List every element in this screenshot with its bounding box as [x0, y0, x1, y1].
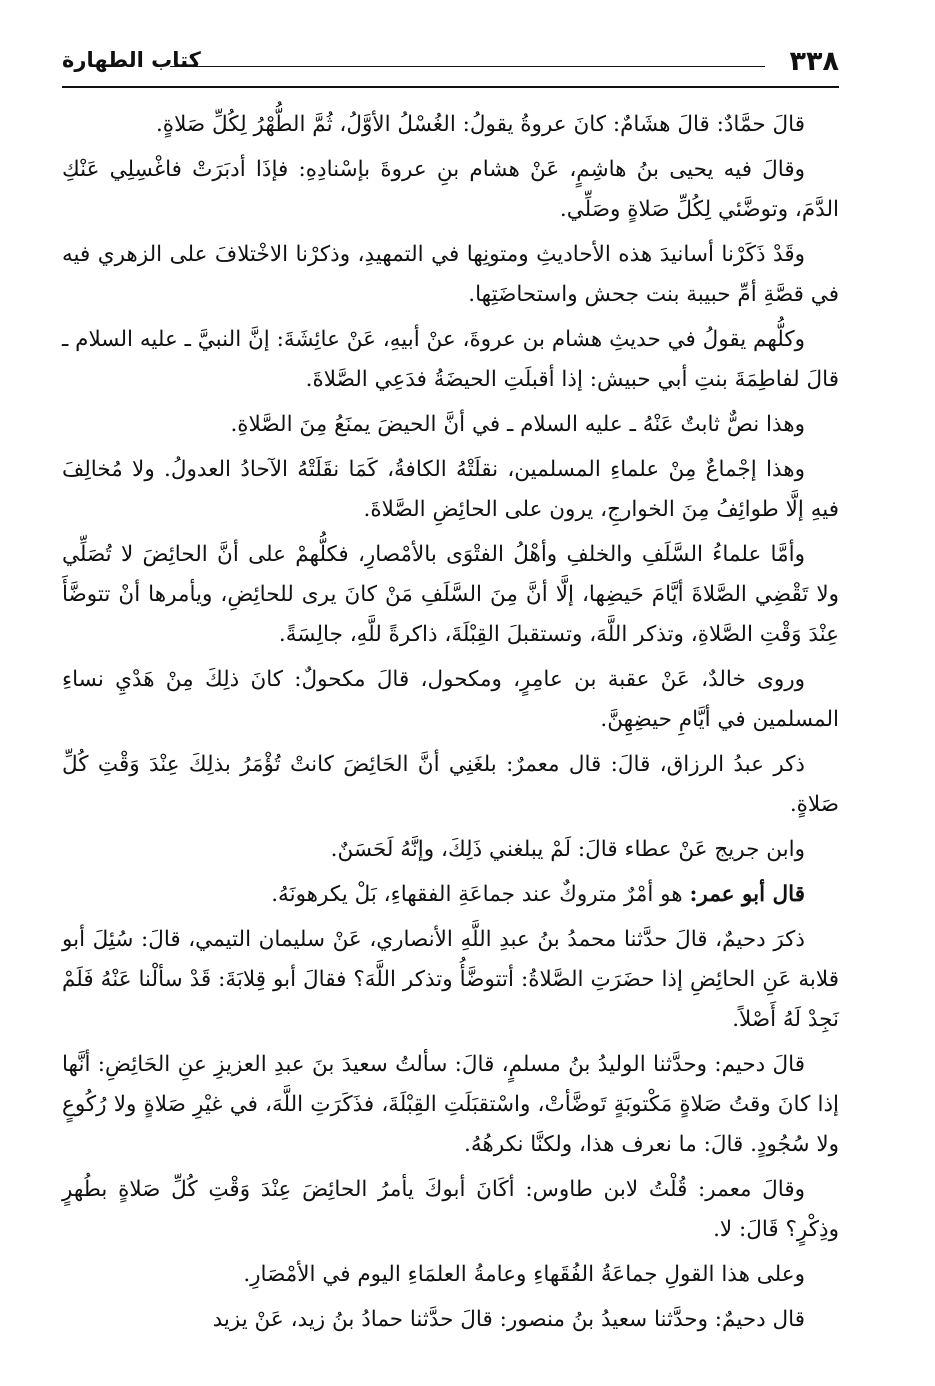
- paragraph-text: وأمَّا علماءُ السَّلَفِ والخلفِ وأهْلُ الفتْوَى بالأمْصارِ، فكلُّهمْ على أنَّ الحائِضَ لا تُصَلِّي ولا تَقْضِي الصَّلاةَ أيَّامَ حَيضِها، إلَّا أنَّ مِنَ السَّلَفِ مَنْ كانَ يرى للحائِضِ، ويأمرها أنْ تتوضَّأَ عِنْدَ وَقْتِ الصَّلاةِ، وتذكر اللَّهَ، وتستقبلَ القِبْلَةَ، ذاكرةً للَّهِ، جالِسَةً.: [62, 542, 839, 647]
- paragraph: [62, 450, 839, 530]
- paragraph: [62, 1170, 839, 1250]
- paragraph: [62, 150, 839, 230]
- paragraph: [62, 105, 839, 145]
- paragraph: [62, 660, 839, 740]
- paragraph: [62, 535, 839, 655]
- paragraph: [62, 1045, 839, 1165]
- page-header: [62, 40, 839, 88]
- page-number: ٣٣٨: [789, 46, 839, 77]
- document-page: [62, 40, 839, 1386]
- paragraph-text: وابن جريج عَنْ عطاء قالَ: لَمْ يبلغني ذَلِكَ، وإنَّهُ لَحَسَنٌ.: [330, 837, 805, 862]
- header-rule: [170, 66, 765, 67]
- paragraph-text: وكلُّهم يقولُ في حديثِ هشام بن عروةَ، عنْ أبيهِ، عَنْ عائِشَةَ: إنَّ النبيَّ ـ عليه السلام ـ قالَ لفاطِمَةَ بنتِ أبي حبيش: إذا أقبلَتِ الحيضَةُ فدَعِي الصَّلاةَ.: [62, 327, 839, 392]
- paragraph: [62, 745, 839, 825]
- paragraph-text: قالَ دحيم: وحدَّثنا الوليدُ بنُ مسلمٍ، قالَ: سألتُ سعيدَ بنَ عبدِ العزيزِ عنِ الحَائِضِ: أنَّها إذا كانَ وقتُ صَلاةٍ مَكْتوبَةٍ تَوضَّأتْ، واسْتقبَلَتِ القِبْلَةَ، فذَكَرَتِ اللَّهَ، في غيْرِ صَلاةٍ ولا رُكُوعٍ ولا سُجُودٍ. قالَ: ما نعرف هذا، ولكنَّا نكرهُهُ.: [62, 1052, 839, 1157]
- paragraph: [62, 235, 839, 315]
- body-text: [62, 105, 839, 1340]
- paragraph-text: وقالَ فيه يحيى بنُ هاشِمٍ، عَنْ هشام بنِ عروةَ بإسْنادِهِ: فإذَا أدبَرَتْ فاغْسِلِي عَنْكِ الدَّمَ، وتوضَّئي لِكُلِّ صَلاةٍ وصَلِّي.: [62, 157, 839, 222]
- paragraph-text: وعلى هذا القولِ جماعَةُ الفُقَهاءِ وعامةُ العلمَاءِ اليوم في الأمْصَارِ.: [243, 1262, 805, 1287]
- paragraph-text: ذكرَ دحيمٌ، قالَ حدَّثنا محمدُ بنُ عبدِ اللَّهِ الأنصاري، عَنْ سليمان التيمي، قالَ: سُئِلَ أبو قلابة عَنِ الحائِضِ إذا حضَرَتِ الصَّلاةُ: أتتوضَّأُ وتذكر اللَّهَ؟ فقالَ أبو قِلابَةَ: قَدْ سألْنا عَنْهُ فَلَمْ نَجِدْ لَهُ أَصْلاً.: [62, 927, 839, 1032]
- paragraph-text: وقالَ معمر: قُلْتُ لابن طاوس: أكَانَ أبوكَ يأمرُ الحائِضَ عِنْدَ وَقْتِ كُلِّ صَلاةٍ بطُهرٍ وذِكْرٍ؟ قَالَ: لا.: [62, 1177, 839, 1242]
- paragraph-text: وقَدْ ذَكَرْنا أسانيدَ هذه الأحاديثِ ومتونِها في التمهيدِ، وذكرْنا الاخْتلافَ على الزهري فيه في قصَّةِ أمِّ حبيبة بنت جحش واستحاضَتِها.: [62, 242, 839, 307]
- paragraph-text: هو أمْرٌ متروكٌ عند جماعَةِ الفقهاءِ، بَلْ يكرهونَهُ.: [271, 882, 690, 907]
- paragraph: [62, 875, 839, 915]
- paragraph: [62, 920, 839, 1040]
- paragraph-text: ذكر عبدُ الرزاق، قالَ: قال معمرٌ: بلغَنِي أنَّ الحَائِضَ كانتْ تُؤْمَرُ بذلِكَ عِنْدَ وَقْتِ كُلِّ صَلاةٍ.: [62, 752, 839, 817]
- paragraph: [62, 320, 839, 400]
- paragraph-text: قال دحيمٌ: وحدَّثنا سعيدُ بنُ منصور: قالَ حدَّثنا حمادُ بنُ زيد، عَنْ يزيد: [212, 1307, 805, 1332]
- paragraph-text: وروى خالدٌ، عَنْ عقبة بن عامِرٍ، ومكحول، قالَ مكحولٌ: كانَ ذلِكَ مِنْ هَدْيِ نساءِ المسلمين في أيَّامِ حيضِهِنَّ.: [62, 667, 839, 732]
- paragraph: [62, 405, 839, 445]
- paragraph-text: وهذا إجْماعٌ مِنْ علماءِ المسلمين، نقلَتْهُ الكافةُ، كَمَا نقَلَتْهُ الآحادُ العدولُ. ولا مُخالِفَ فيهِ إلَّا طوائِفُ مِنَ الخوارجِ، يرون على الحائِضِ الصَّلاةَ.: [62, 457, 839, 522]
- paragraph: [62, 1255, 839, 1295]
- speaker-label: قال أبو عمر:: [689, 882, 805, 907]
- book-title: كتاب الطهارة: [62, 48, 201, 72]
- paragraph-text: وهذا نصٌّ ثابتٌ عَنْهُ ـ عليه السلام ـ في أنَّ الحيضَ يمنَعُ مِنَ الصَّلاةِ.: [230, 412, 805, 437]
- paragraph: [62, 830, 839, 870]
- paragraph-text: قالَ حمَّادٌ: قالَ هشَامٌ: كانَ عروةُ يقولُ: الغُسْلُ الأوَّلُ، ثُمَّ الطُّهْرُ لِكُلِّ صَلاةٍ.: [155, 112, 805, 137]
- paragraph: [62, 1300, 839, 1340]
